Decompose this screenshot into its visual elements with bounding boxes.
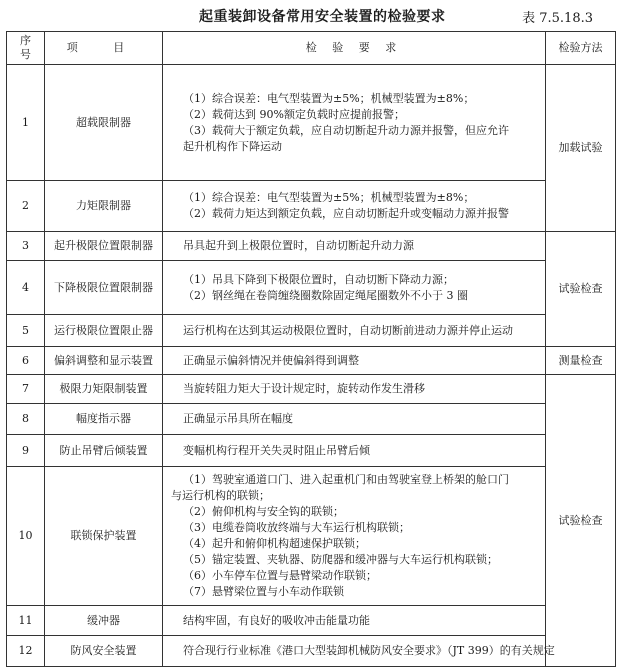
table-row — [7, 65, 616, 181]
row-name: 联锁保护装置 — [45, 467, 163, 606]
row-name: 力矩限制器 — [45, 181, 163, 232]
row-no: 8 — [7, 404, 45, 435]
row-req: 正确显示偏斜情况并使偏斜得到调整 — [163, 347, 546, 375]
row-name: 防风安全装置 — [45, 636, 163, 667]
table-row — [7, 181, 616, 232]
row-no: 11 — [7, 606, 45, 636]
row-req: （1）综合误差：电气型装置为±5%；机械型装置为±8%； （2）载荷达到 90%额定负载时应提前报警； （3）载荷大于额定负载，应自动切断起升动力源并报警，但应允许 起升机构作下降运动 — [163, 65, 546, 181]
row-name: 运行极限位置限止器 — [45, 315, 163, 347]
row-name: 偏斜调整和显示装置 — [45, 347, 163, 375]
header-no: 序号 — [7, 32, 45, 65]
table-row — [7, 315, 616, 347]
method-cell: 试验检查 — [546, 375, 616, 667]
header-name: 项 目 — [45, 32, 163, 65]
row-req: 当旋转阻力矩大于设计规定时，旋转动作发生滑移 — [163, 375, 546, 404]
row-req: 吊具起升到上极限位置时，自动切断起升动力源 — [163, 232, 546, 261]
row-no: 2 — [7, 181, 45, 232]
method-cell: 试验检查 — [546, 232, 616, 347]
row-req: （1）驾驶室通道口门、进入起重机门和由驾驶室登上桥架的舱口门 与运行机构的联锁； （2）俯仰机构与安全钩的联锁； （3）电缆卷筒收放终端与大车运行机构联锁； （4）起升和俯仰机构超速保护联锁； （5）锚定装置、夹轨器、防爬器和缓冲器与大车运行机构联锁； （6）小车停车位置与悬臂梁动作联锁； （7）悬臂梁位置与小车动作联锁 — [163, 467, 546, 606]
row-no: 5 — [7, 315, 45, 347]
row-name: 缓冲器 — [45, 606, 163, 636]
row-req: （1）综合误差：电气型装置为±5%；机械型装置为±8%； （2）载荷力矩达到额定负载，应自动切断起升或变幅动力源并报警 — [163, 181, 546, 232]
header-method: 检验方法 — [546, 32, 616, 65]
table-row — [7, 467, 616, 606]
row-no: 3 — [7, 232, 45, 261]
row-no: 12 — [7, 636, 45, 667]
row-name: 超载限制器 — [45, 65, 163, 181]
row-req: 符合现行行业标准《港口大型装卸机械防风安全要求》（JT 399）的有关规定 — [163, 636, 616, 667]
table-title: 起重装卸设备常用安全装置的检验要求 — [199, 9, 446, 25]
inspection-table — [6, 31, 616, 667]
row-no: 1 — [7, 65, 45, 181]
row-no: 6 — [7, 347, 45, 375]
row-req: （1）吊具下降到下极限位置时，自动切断下降动力源； （2）钢丝绳在卷筒缠绕圈数除固定绳尾圈数外不小于 3 圈 — [163, 261, 546, 315]
row-req: 结构牢固，有良好的吸收冲击能量功能 — [163, 606, 546, 636]
row-req: 运行机构在达到其运动极限位置时，自动切断前进动力源并停止运动 — [163, 315, 546, 347]
table-row — [7, 606, 616, 636]
method-cell: 测量检查 — [546, 347, 616, 375]
row-no: 10 — [7, 467, 45, 606]
table-row — [7, 435, 616, 467]
row-name: 起升极限位置限制器 — [45, 232, 163, 261]
row-req: 变幅机构行程开关失灵时阻止吊臂后倾 — [163, 435, 546, 467]
header-req: 检 验 要 求 — [163, 32, 546, 65]
table-row — [7, 404, 616, 435]
row-no: 7 — [7, 375, 45, 404]
table-number: 表 7.5.18.3 — [522, 11, 593, 26]
row-name: 防止吊臂后倾装置 — [45, 435, 163, 467]
row-no: 9 — [7, 435, 45, 467]
row-name: 下降极限位置限制器 — [45, 261, 163, 315]
table-row — [7, 375, 616, 404]
header-row — [7, 32, 616, 65]
row-name: 幅度指示器 — [45, 404, 163, 435]
row-no: 4 — [7, 261, 45, 315]
table-row — [7, 347, 616, 375]
table-row — [7, 261, 616, 315]
method-cell: 加载试验 — [546, 65, 616, 232]
row-name: 极限力矩限制装置 — [45, 375, 163, 404]
table-row — [7, 636, 616, 667]
table-title-row — [0, 6, 623, 26]
table-row — [7, 232, 616, 261]
row-req: 正确显示吊具所在幅度 — [163, 404, 546, 435]
